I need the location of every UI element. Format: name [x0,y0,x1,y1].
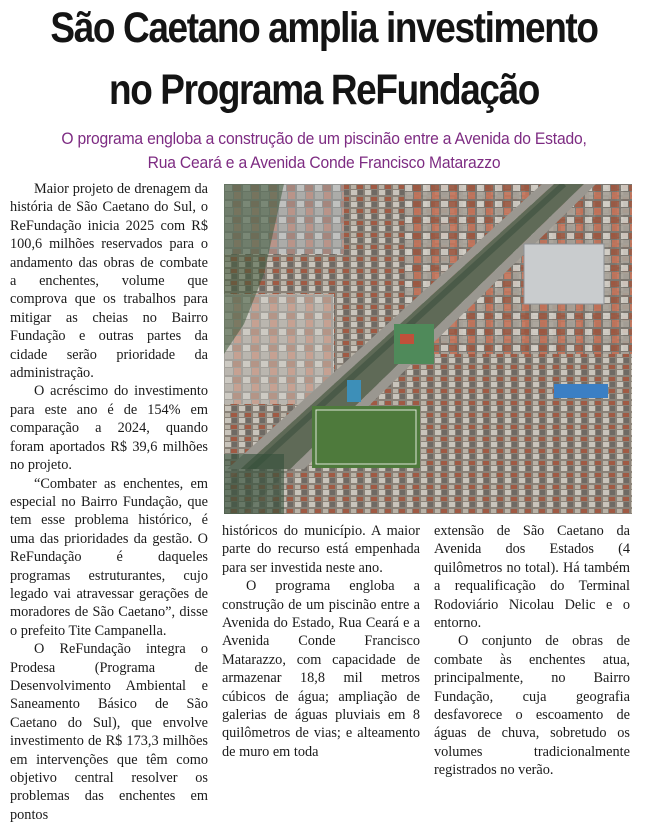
paragraph-3: “Combater as enchentes, em especial no Bairro Fundação, que tem esse problema histórico, é uma das prioridades da gestão. O ReFundação é daqueles programas estruturantes, cujo legado vai atravessar gerações de moradores de São Caetano”, disse o prefeito Tite Campanella. [10,475,208,639]
subhead-line-1: O programa engloba a construção de um piscinão entre a Avenida do Estado, [61,129,587,148]
paragraph-4-continued: históricos do município. A maior parte do recurso está empenhada para ser investida neste ano. [222,523,420,576]
paragraph-6: O conjunto de obras de combate às enchentes atua, principalmente, no Bairro Fundação, cuja geografia desfavorece o escoamento de águas de chuva, sobretudo os volumes tradicionalmente registrados no verão. [434,633,630,779]
column-1 [10,180,208,824]
headline-line-1: São Caetano amplia investimento [50,4,598,52]
paragraph-5: O programa engloba a construção de um piscinão entre a Avenida do Estado, Rua Ceará e a Avenida Conde Francisco Matarazzo, com capacidade de armazenar 18,8 mil metros cúbicos de água; ampliação de galerias de águas pluviais em 8 quilômetros de vias; e alteamento de muro em toda [222,578,420,760]
paragraph-2: O acréscimo do investimento para este ano é de 154% em comparação a 2024, quando foram aportados R$ 39,6 milhões no projeto. [10,383,208,474]
aerial-city-photo [224,184,632,514]
headline-line-2: no Programa ReFundação [108,66,540,114]
aerial-photo-illustration [224,184,632,514]
column-2 [222,522,420,761]
paragraph-1: Maior projeto de drenagem da história de São Caetano do Sul, o ReFundação inicia 2025 com R$ 100,6 milhões reservados para o andamento das obras de combate a enchentes, volume que comprova que os trabalhos para mitigar as cheias no Bairro Fundação e outras partes da cidade serão prioridade da administração. [10,181,208,382]
column-3 [434,522,630,780]
subhead-line-2: Rua Ceará e a Avenida Conde Francisco Matarazzo [147,153,501,172]
paragraph-5-continued: extensão de São Caetano da Avenida dos Estados (4 quilômetros no total). Há também a requalificação do Terminal Rodoviário Nicolau Delic e o entorno. [434,523,630,632]
paragraph-4: O ReFundação integra o Prodesa (Programa de Desenvolvimento Ambiental e Saneamento Básico de São Caetano do Sul), que envolve investimento de R$ 173,3 milhões em intervenções que têm como objetivo central resolver os problemas das enchentes em pontos [10,641,208,823]
